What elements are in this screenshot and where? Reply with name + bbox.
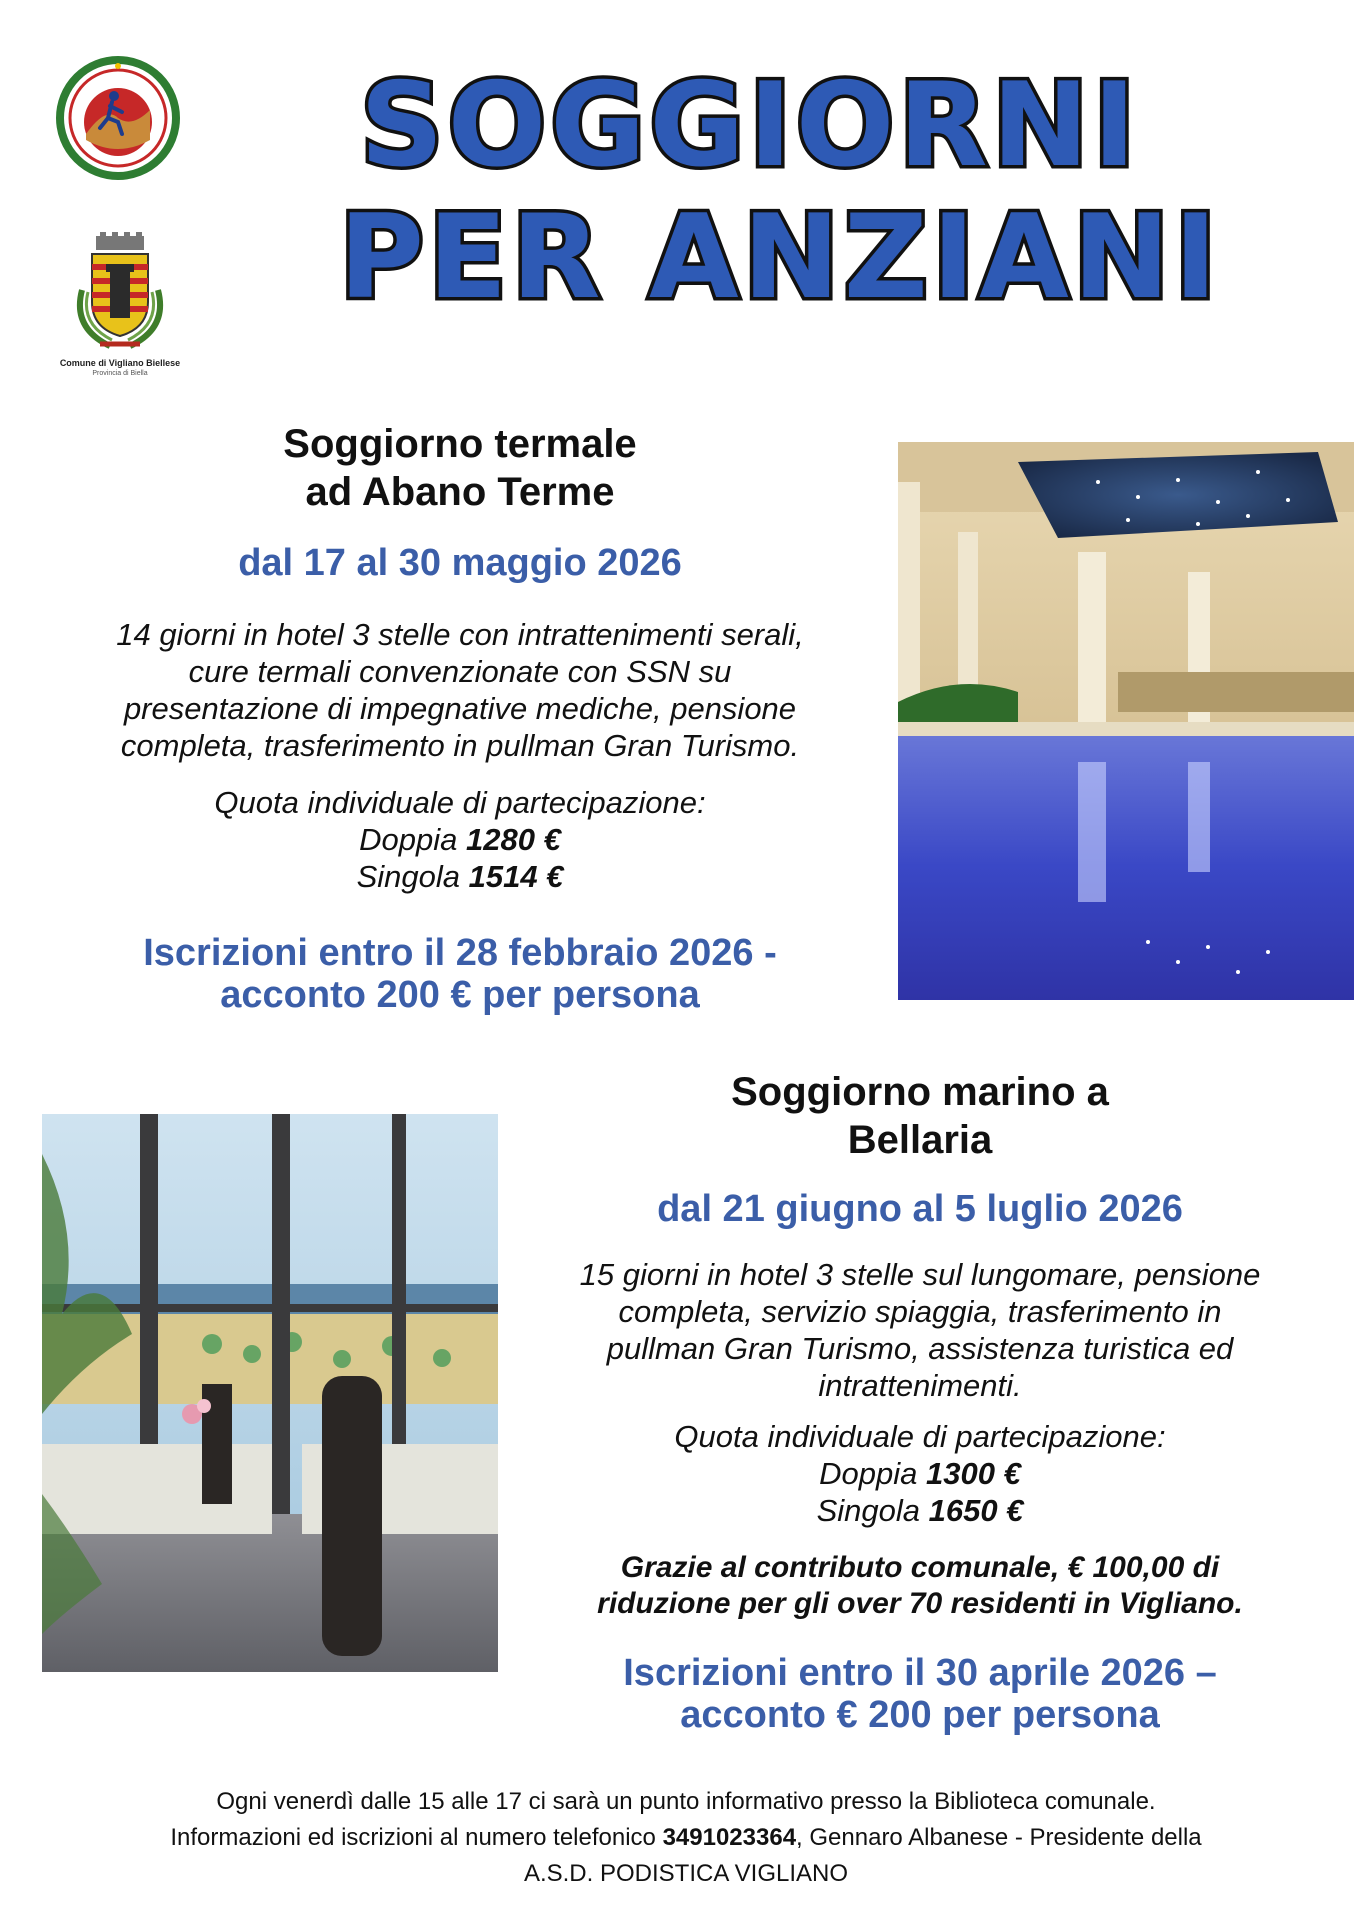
doppia-price: 1280 € xyxy=(466,822,561,857)
section1-quota xyxy=(160,784,760,895)
section2-deadline-line2: acconto € 200 per persona xyxy=(680,1694,1160,1736)
section2-singola-row xyxy=(560,1492,1280,1529)
section2-contribution-note xyxy=(500,1550,1340,1622)
doppia-price: 1300 € xyxy=(926,1456,1021,1491)
dining-room-photo xyxy=(42,1114,498,1672)
footer-info xyxy=(60,1784,1312,1892)
pool-photo xyxy=(898,442,1354,1000)
title-line2: PER ANZIANI xyxy=(338,190,1222,325)
section2-description xyxy=(500,1256,1340,1404)
footer-line1: Ogni venerdì dalle 15 alle 17 ci sarà un punto informativo presso la Biblioteca comunale. xyxy=(216,1788,1156,1815)
footer-line2-suffix: , Gennaro Albanese - Presidente della xyxy=(796,1824,1202,1851)
section2-quota-label: Quota individuale di partecipazione: xyxy=(674,1419,1166,1454)
section2-desc-line: intrattenimenti. xyxy=(818,1368,1022,1403)
phone-number: 3491023364 xyxy=(662,1824,797,1851)
section2-doppia-row xyxy=(560,1455,1280,1492)
section2-heading-line1: Soggiorno marino a xyxy=(731,1070,1109,1114)
section2-quota xyxy=(560,1418,1280,1529)
section1-desc-line: 14 giorni in hotel 3 stelle con intrattenimenti serali, xyxy=(116,617,804,652)
section2-heading-line2: Bellaria xyxy=(847,1118,993,1162)
footer-line2-prefix: Informazioni ed iscrizioni al numero telefonico xyxy=(170,1824,663,1851)
doppia-label: Doppia xyxy=(819,1456,918,1491)
section1-desc-line: cure termali convenzionate con SSN su xyxy=(188,654,732,689)
doppia-label: Doppia xyxy=(359,822,458,857)
singola-label: Singola xyxy=(816,1493,920,1528)
comune-caption: Comune di Vigliano Biellese xyxy=(59,358,181,368)
footer-line3: A.S.D. PODISTICA VIGLIANO xyxy=(523,1860,849,1887)
section1-deadline-line2: acconto 200 € per persona xyxy=(220,974,700,1016)
page-title xyxy=(300,60,1240,324)
section1-heading-line2: ad Abano Terme xyxy=(305,470,615,514)
section1-deadline xyxy=(80,932,840,1016)
comune-subcaption: Provincia di Biella xyxy=(92,370,148,377)
comune-coat-of-arms-icon xyxy=(52,232,188,356)
section1-singola-row xyxy=(160,858,760,895)
footer-line2 xyxy=(60,1820,1312,1856)
section2-desc-line: 15 giorni in hotel 3 stelle sul lungomare, pensione xyxy=(579,1257,1261,1292)
singola-price: 1514 € xyxy=(468,859,564,894)
section1-heading xyxy=(180,420,740,516)
section1-description xyxy=(40,616,880,764)
section1-dates: dal 17 al 30 maggio 2026 xyxy=(238,542,682,584)
podistica-logo-icon xyxy=(56,56,180,180)
section1-heading-line1: Soggiorno termale xyxy=(283,422,637,466)
title-line1: SOGGIORNI xyxy=(360,58,1140,193)
singola-price: 1650 € xyxy=(928,1493,1024,1528)
section2-desc-line: completa, servizio spiaggia, trasferimento in xyxy=(618,1294,1222,1329)
section1-desc-line: completa, trasferimento in pullman Gran Turismo. xyxy=(120,728,800,763)
section2-heading xyxy=(610,1068,1230,1164)
section1-desc-line: presentazione di impegnative mediche, pensione xyxy=(123,691,797,726)
section2-dates: dal 21 giugno al 5 luglio 2026 xyxy=(657,1188,1183,1230)
comune-logo xyxy=(52,232,188,380)
section2-contrib-line2: riduzione per gli over 70 residenti in Vigliano. xyxy=(597,1587,1243,1620)
section1-quota-label: Quota individuale di partecipazione: xyxy=(214,785,706,820)
section1-deadline-line1: Iscrizioni entro il 28 febbraio 2026 - xyxy=(143,932,777,974)
singola-label: Singola xyxy=(356,859,460,894)
section2-contrib-line1: Grazie al contributo comunale, € 100,00 di xyxy=(620,1551,1220,1584)
section2-deadline xyxy=(540,1652,1300,1736)
section2-deadline-line1: Iscrizioni entro il 30 aprile 2026 – xyxy=(623,1652,1217,1694)
section1-doppia-row xyxy=(160,821,760,858)
section2-desc-line: pullman Gran Turismo, assistenza turistica ed xyxy=(606,1331,1234,1366)
